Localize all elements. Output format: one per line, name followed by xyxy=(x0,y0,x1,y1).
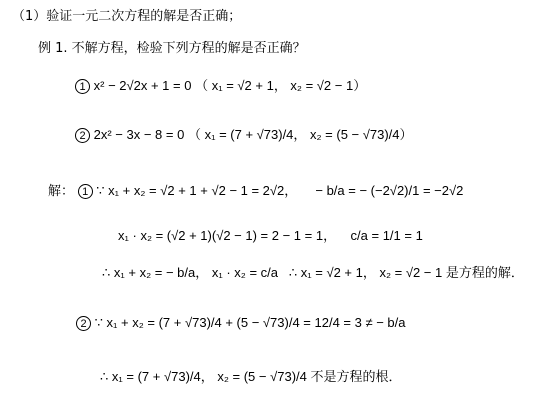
solution-line-product xyxy=(118,228,423,244)
sum-roots-2: x₁ + x₂ = (7 + √73)/4 + (5 − √73)/4 = 12/4 = 3 ≠ − b/a xyxy=(106,315,406,330)
therefore-symbol: ∴ xyxy=(102,265,111,280)
therefore-symbol: ∴ xyxy=(288,265,298,280)
product-roots-1: x₁ · x₂ = (√2 + 1)(√2 − 1) = 2 − 1 = 1， xyxy=(118,228,337,243)
because-symbol: ∵ xyxy=(96,183,105,198)
vieta-relations: x₁ + x₂ = − b/a， x₁ · x₂ = c/a xyxy=(113,265,278,280)
roots-2: x₁ = (7 + √73)/4， x₂ = (5 − √73)/4 xyxy=(111,369,307,384)
problem-2-solutions: （ x₁ = (7 + √73)/4， x₂ = (5 − √73)/4） xyxy=(187,127,413,142)
example-heading: 例 1. 不解方程，检验下列方程的解是否正确？ xyxy=(38,41,306,56)
section-heading: （1）验证一元二次方程的解是否正确； xyxy=(12,9,242,24)
solution-line-conclusion-1 xyxy=(102,265,524,282)
circled-number-1-solution: 1 xyxy=(78,184,93,199)
problem-1-solutions: （ x₁ = √2 + 1， x₂ = √2 − 1） xyxy=(195,78,367,93)
circled-number-2: 2 xyxy=(75,128,90,143)
circled-number-2-solution: 2 xyxy=(76,316,91,331)
problem-1 xyxy=(75,78,366,94)
not-root-text: 不是方程的根． xyxy=(310,370,402,385)
therefore-symbol: ∴ xyxy=(100,369,109,384)
problem-2 xyxy=(75,127,413,143)
roots-1: x₁ = √2 + 1， x₂ = √2 − 1 xyxy=(300,265,443,280)
solution-line-sum xyxy=(48,183,463,200)
solution-line-conclusion-2 xyxy=(100,369,402,386)
circled-number-1: 1 xyxy=(75,79,90,94)
is-root-text: 是方程的解． xyxy=(445,266,524,281)
problem-1-equation: x² − 2√2x + 1 = 0 xyxy=(93,78,192,93)
solution-line-sum-2 xyxy=(76,315,406,331)
neg-b-over-a: − b/a = − (−2√2)/1 = −2√2 xyxy=(315,183,464,198)
c-over-a: c/a = 1/1 = 1 xyxy=(350,228,423,243)
sum-roots-1: x₁ + x₂ = √2 + 1 + √2 − 1 = 2√2， xyxy=(108,183,298,198)
problem-2-equation: 2x² − 3x − 8 = 0 xyxy=(93,127,185,142)
because-symbol: ∵ xyxy=(94,315,103,330)
solution-label: 解： xyxy=(48,184,75,199)
